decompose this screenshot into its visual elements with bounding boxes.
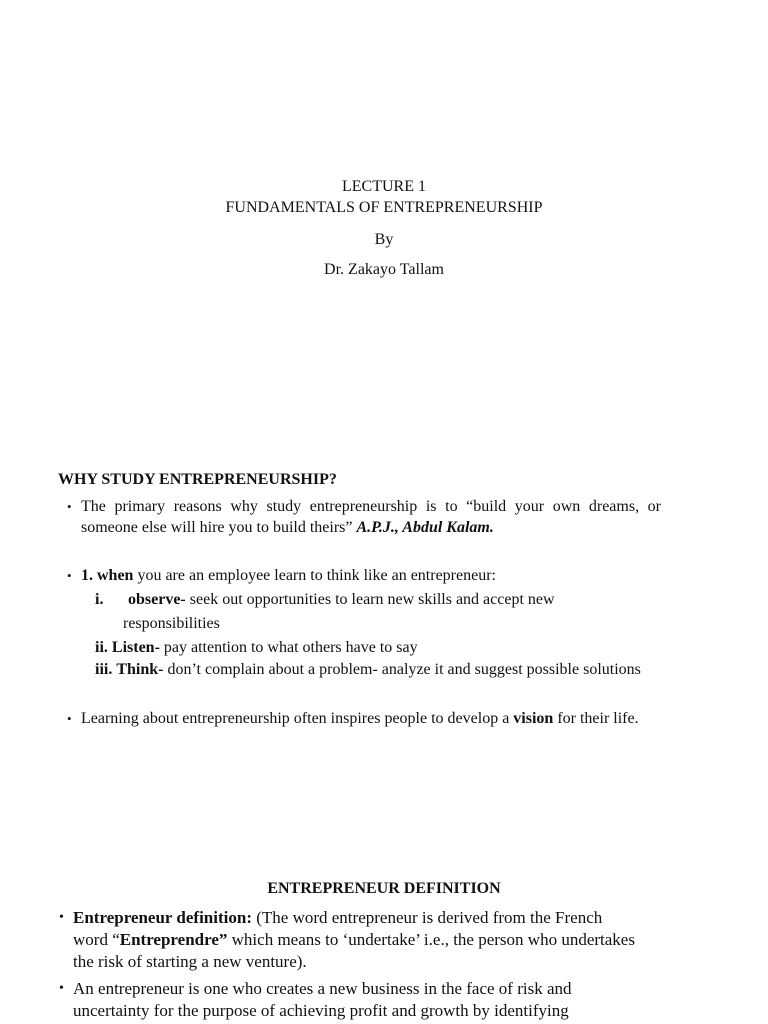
lecture-title: FUNDAMENTALS OF ENTREPRENEURSHIP — [225, 199, 543, 216]
lecture-number: LECTURE 1 — [342, 178, 426, 195]
author-name: Dr. Zakayo Tallam — [324, 261, 444, 278]
sub-item-continuation: responsibilities — [123, 615, 220, 632]
bullet-text: The primary reasons why study entrepreneurship is to “build your own dreams, or someone else will hire you to build theirs” — [81, 498, 661, 536]
bullet-lead: 1. when — [81, 567, 134, 584]
sub-item-text: pay attention to what others have to say — [159, 639, 418, 656]
sub-item-lead: Think- — [116, 661, 164, 678]
bullet-icon: • — [67, 499, 72, 514]
sub-item-lead: Listen- — [111, 639, 160, 656]
bullet-text: Learning about entrepreneurship often inspires people to develop a — [81, 710, 514, 727]
bullet-icon: • — [67, 711, 72, 726]
bullet-tail: which means to ‘undertake’ i.e., the person who undertakes the risk of starting a new venture). — [73, 930, 635, 971]
section-heading-why-study: WHY STUDY ENTREPRENEURSHIP? — [58, 471, 337, 488]
list-item — [67, 497, 661, 538]
by-line: By — [374, 231, 394, 248]
quote-attribution: A.P.J., Abdul Kalam. — [356, 518, 494, 536]
sub-item-number: ii. — [95, 639, 108, 656]
sub-item-lead: observe- — [128, 591, 186, 608]
bullet-lead: Entrepreneur definition: — [73, 908, 252, 927]
list-item — [67, 566, 661, 587]
sub-item-listen — [95, 637, 641, 658]
sub-item-think — [95, 660, 641, 680]
sub-item-number: iii. — [95, 661, 113, 678]
bullet-bold: vision — [513, 710, 554, 727]
bullet-text: (The word entrepreneur is derived from the French word “ — [73, 908, 603, 949]
list-item — [59, 978, 641, 1022]
bullet-icon: • — [59, 981, 64, 996]
bullet-text: An entrepreneur is one who creates a new business in the face of risk and uncertainty for the purpose of achieving profit and growth by identifying — [73, 979, 572, 1020]
sub-item-text: seek out opportunities to learn new skills and accept new — [185, 591, 555, 608]
section-heading-definition: ENTREPRENEUR DEFINITION — [267, 880, 501, 897]
document-title — [0, 176, 768, 218]
bullet-tail: for their life. — [553, 710, 639, 727]
sub-item-number: i. — [95, 591, 104, 608]
sub-item-observe — [95, 589, 641, 634]
list-item — [67, 709, 661, 730]
bullet-text: you are an employee learn to think like an entrepreneur: — [133, 567, 496, 584]
bullet-icon: • — [59, 910, 64, 925]
bullet-icon: • — [67, 568, 72, 583]
list-item — [59, 907, 641, 973]
bullet-bold: Entreprendre” — [119, 930, 228, 949]
sub-item-text: don’t complain about a problem- analyze it and suggest possible solutions — [163, 661, 641, 678]
